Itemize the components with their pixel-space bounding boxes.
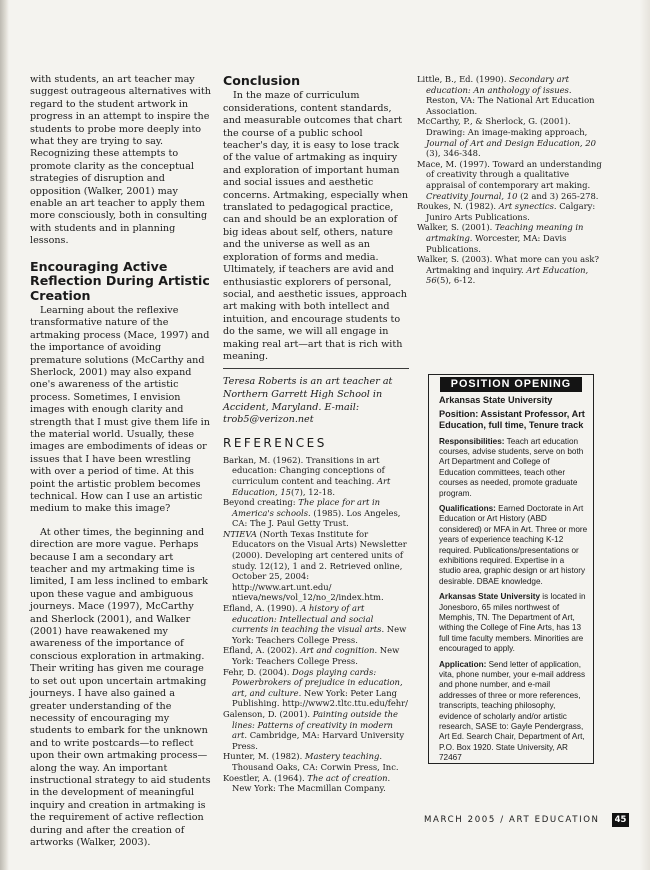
- reference-text: (2 and 3) 265-278.: [517, 190, 599, 201]
- column-middle: [223, 74, 409, 794]
- reference-title: Art synectics.: [498, 201, 557, 212]
- position-opening-box: [428, 374, 594, 764]
- reference-title: Art Education, 15: [232, 475, 391, 497]
- reference-title: Dogs playing cards: Powerbrokers of prejudice in education, art, and culture.: [232, 666, 403, 698]
- conclusion-paragraph: In the maze of curriculum considerations, content standards, and measurable outcomes that chart the course of a public school teacher's day, it is easy to lose track of the value of artmaking as inquiry and exploration of important human and social issues and aesthetic concerns. Artmaking, especially when translated to pedagogical practice, can and should be an exploration of big ideas about self, others, nature and the universe as well as an exploration of forms and media. Ultimately, if teachers are avid and enthusiastic explorers of personal, social, and aesthetic issues, approach art making with both intellect and intuition, and encourage students to do the same, we will all engage in making real art—art that is rich with meaning.: [223, 90, 409, 362]
- page-edge-shadow: [640, 0, 650, 870]
- reference-entry: [223, 529, 409, 603]
- reference-text: (1985). Los Angeles, CA: The J. Paul Getty Trust.: [232, 507, 401, 529]
- reference-text: Mace, M. (1997). Toward an understanding of creativity through a qualitative appraisal of contemporary art making.: [417, 158, 602, 190]
- reference-text: New York: Peter Lang Publishing. http://www2.tltc.ttu.edu/fehr/: [232, 687, 409, 709]
- reference-text: Galenson, D. (2001).: [223, 708, 313, 719]
- reference-text: Calgary: Juniro Arts Publications.: [426, 201, 596, 222]
- reference-text: New York: Teachers College Press.: [232, 645, 400, 666]
- body-paragraph: At other times, the beginning and direction are more vague. Perhaps because I am a secondary art teacher and my artmaking time is limited, I am less inclined to embark upon these vague and ambiguous journeys. Mace (1997), McCarthy and Sherlock (2001), and Walker (2001) have reawakened my awareness of the importance of conscious exploration in artmaking. Their writing has given me courage to set out upon uncertain artmaking journeys. I have also gained a greater understanding of the necessity of encouraging my students to embark for the unknown and to write postcards—to reflect upon their own artmaking process—along the way. An important instructional strategy to aid students in the development of meaningful inquiry and creation in artmaking is the requirement of active reflection during and after the creation of artworks (Walker, 2003).: [30, 526, 211, 848]
- section-heading-conclusion: Conclusion: [223, 73, 301, 88]
- reference-text: Roukes, N. (1982).: [417, 201, 499, 212]
- page-binding-shadow: [0, 0, 9, 870]
- position-opening-header: POSITION OPENING: [440, 377, 582, 392]
- application-label: Application:: [439, 659, 487, 669]
- university-info-label: Arkansas State University: [439, 592, 541, 602]
- reference-entry: [417, 74, 603, 116]
- reference-text: (3), 346-348.: [426, 148, 481, 159]
- reference-entry: [223, 709, 409, 751]
- reference-entry: [417, 116, 603, 158]
- reference-title: NTIEVA: [223, 528, 257, 539]
- body-paragraph: Learning about the reflexive transformative nature of the artmaking process (Mace, 1997) and the importance of avoiding premature solutions (McCarthy and Sherlock, 2001) may also expand one's awareness of the artistic process. Sometimes, I envision images with enough clarity and strength that I must give them life in the material world. Usually, these images are embodiments of ideas or issues that I have been wrestling with over a period of time. At this point the artistic problem becomes technical. How can I use an artistic medium to make this image?: [30, 304, 210, 515]
- reference-title: The act of creation.: [307, 772, 391, 783]
- responsibilities-text: Teach art education courses, advise students, serve on both Art Department and College of Education committees, teach other courses as needed, promote graduate program.: [439, 436, 584, 498]
- reference-text: (North Texas Institute for Educators on the Visual Arts) Newsletter (2000). Developing art centered units of study. 12(12), 1 and 2. Retrieved online, October 25, 2004: http://www.art.unt.edu/ ntieva/news/vol_12/no_2/index.htm.: [232, 528, 407, 603]
- reference-entry: [417, 254, 603, 286]
- reference-list: [223, 455, 409, 794]
- reference-text: Little, B., Ed. (1990).: [417, 74, 510, 84]
- reference-text: Reston, VA: The National Art Education Association.: [426, 95, 595, 116]
- reference-text: McCarthy, P., & Sherlock, G. (2001). Drawing: An image-making approach,: [417, 116, 588, 137]
- reference-title: The place for art in America's schools.: [232, 497, 381, 518]
- author-bio: Teresa Roberts is an art teacher at Northern Garrett High School in Accident, Maryland. E-mail: trob5@verizon.net: [223, 376, 393, 426]
- reference-text: (7), 12-18.: [291, 486, 336, 497]
- column-right: [417, 74, 603, 286]
- reference-text: Hunter, M. (1982).: [223, 751, 305, 762]
- reference-title: Painting outside the lines: Patterns of creativity in modern art.: [232, 708, 398, 741]
- reference-entry: [417, 159, 603, 201]
- reference-title: Mastery teaching.: [304, 751, 382, 762]
- reference-text: Barkan, M. (1962). Transitions in art education: Changing conceptions of curriculum content and teaching.: [223, 454, 385, 486]
- references-heading: REFERENCES: [223, 435, 327, 450]
- reference-entry: [223, 603, 409, 645]
- reference-list-continued: [417, 74, 603, 286]
- reference-text: Cambridge, MA: Harvard University Press.: [232, 730, 405, 751]
- reference-text: Worcester, MA: Davis Publications.: [426, 232, 567, 254]
- qualifications-block: [439, 504, 588, 587]
- application-text: Send letter of application, vita, phone number, your e-mail address and phone number, and e-mail addresses of three or more references, transcripts, teaching philosophy, evidence of scholarly and/or artistic research, SASE to: Gayle Pendergrass, Art Ed. Search Chair, Department of Art, P.O. Box 1920. State University, AR 72467: [439, 659, 586, 763]
- reference-entry: [223, 645, 409, 666]
- reference-entry: [223, 751, 409, 772]
- reference-entry: [223, 497, 409, 529]
- reference-title: A history of art education: Intellectual and social currents in teaching the visual arts.: [232, 603, 385, 635]
- responsibilities-block: [439, 437, 588, 499]
- intro-paragraph: with students, an art teacher may suggest outrageous alternatives with regard to the student artwork in progress in an attempt to inspire the students to probe more deeply into what they are trying to say. Recognizing these attempts to promote clarity as the conceptual strategies of disruption and opposition (Walker, 2001) may enable an art teacher to apply them more consciously, both in consulting with students and in planning lessons.: [30, 74, 211, 247]
- reference-text: Efland, A. (2002).: [223, 645, 301, 656]
- reference-title: Art Education, 56: [426, 264, 589, 286]
- university-info-block: [439, 592, 588, 654]
- qualifications-label: Qualifications:: [439, 503, 496, 513]
- reference-title: Art and cognition.: [300, 645, 378, 656]
- qualifications-text: Earned Doctorate in Art Education or Art History (ABD considered) or MFA in Art. Three or more years of experience teaching K-12 required. Publications/presentations or exhibitions required. Expertise in a studio area, graphic design or art history desirable. DBAE knowledge.: [439, 503, 588, 586]
- divider: [223, 368, 409, 369]
- reference-title: Creativity Journal, 10: [426, 190, 518, 201]
- reference-text: New York: Teachers College Press.: [232, 624, 407, 645]
- reference-entry: [223, 773, 409, 794]
- reference-text: Thousand Oaks, CA: Corwin Press, Inc.: [232, 761, 399, 772]
- reference-entry: [223, 455, 409, 497]
- reference-text: Beyond creating:: [223, 497, 299, 508]
- page-number: 45: [612, 813, 629, 827]
- reference-entry: [223, 667, 409, 709]
- university-name: Arkansas State University: [439, 395, 553, 405]
- reference-title: Secondary art education: An anthology of issues.: [426, 74, 572, 95]
- reference-text: Koestler, A. (1964).: [223, 772, 308, 783]
- reference-text: Fehr, D. (2004).: [223, 666, 293, 677]
- reference-entry: [417, 222, 603, 254]
- section-heading-active-reflection: Encouraging Active Reflection During Artistic Creation: [30, 258, 210, 303]
- reference-text: (5), 6-12.: [436, 275, 476, 286]
- reference-title: Teaching meaning in artmaking.: [426, 222, 584, 243]
- reference-text: Walker, S. (2003). What more can you ask? Artmaking and inquiry.: [417, 254, 599, 275]
- column-left: [30, 74, 212, 849]
- responsibilities-label: Responsibilities:: [439, 436, 505, 446]
- application-block: [439, 660, 588, 764]
- reference-text: Efland, A. (1990).: [223, 603, 301, 614]
- reference-title: Journal of Art and Design Education, 20: [426, 137, 596, 148]
- page-footer: MARCH 2005 / ART EDUCATION: [424, 815, 600, 825]
- reference-text: New York: The Macmillan Company.: [232, 783, 386, 794]
- position-title: Position: Assistant Professor, Art Education, full time, Tenure track: [439, 408, 585, 430]
- reference-entry: [417, 201, 603, 222]
- reference-text: Walker, S. (2001).: [417, 222, 495, 233]
- university-info-text: is located in Jonesboro, 65 miles northwest of Memphis, TN. The Department of Art, withing the College of Fine Arts, has 13 full time faculty members. Minorities are encouraged to apply.: [439, 592, 586, 654]
